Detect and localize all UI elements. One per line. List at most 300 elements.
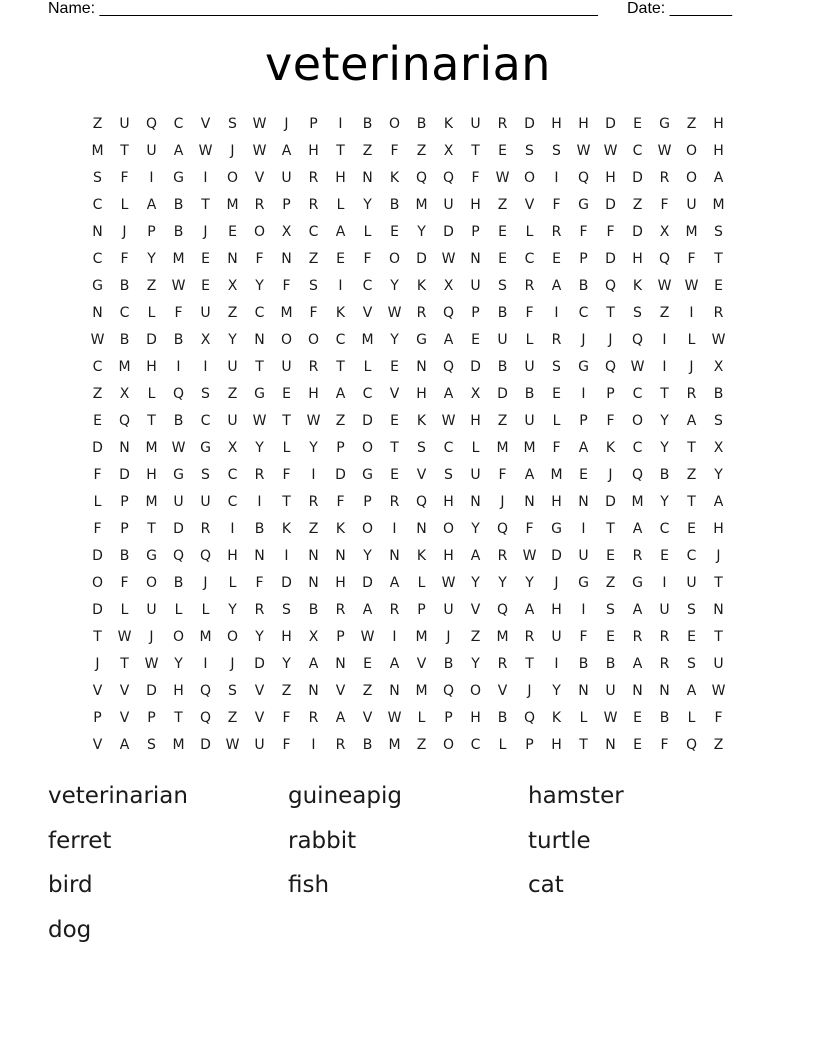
- grid-cell: V: [497, 683, 508, 699]
- grid-cell: I: [203, 359, 208, 375]
- grid-cell: M: [631, 494, 644, 510]
- grid-cell: L: [147, 305, 156, 321]
- grid-cell: M: [496, 629, 509, 645]
- grid-cell: V: [92, 683, 103, 699]
- grid-cell: V: [254, 710, 265, 726]
- grid-cell: A: [686, 413, 697, 429]
- grid-cell: Z: [227, 305, 238, 321]
- grid-cell: T: [147, 413, 156, 429]
- grid-cell: R: [308, 494, 319, 510]
- grid-cell: A: [578, 440, 589, 456]
- grid-cell: E: [363, 656, 372, 672]
- grid-cell: C: [335, 332, 346, 348]
- grid-cell: P: [336, 629, 345, 645]
- grid-cell: F: [606, 224, 615, 240]
- grid-cell: Z: [227, 710, 238, 726]
- grid-cell: C: [524, 251, 535, 267]
- grid-row: [84, 732, 732, 759]
- grid-cell: P: [93, 710, 102, 726]
- grid-cell: I: [203, 656, 208, 672]
- grid-cell: N: [632, 683, 643, 699]
- grid-cell: O: [145, 575, 158, 591]
- grid-cell: E: [498, 143, 507, 159]
- grid-cell: Z: [416, 737, 427, 753]
- grid-cell: B: [254, 521, 265, 537]
- grid-cell: Y: [498, 575, 507, 591]
- grid-cell: X: [443, 278, 454, 294]
- grid-cell: J: [149, 629, 154, 645]
- grid-cell: B: [497, 305, 508, 321]
- grid-cell: F: [174, 305, 183, 321]
- grid-cell: B: [173, 413, 184, 429]
- grid-row: [84, 327, 732, 354]
- grid-cell: R: [308, 197, 319, 213]
- grid-cell: Z: [497, 413, 508, 429]
- grid-cell: R: [659, 629, 670, 645]
- grid-cell: M: [361, 332, 374, 348]
- grid-cell: Q: [199, 683, 212, 699]
- grid-cell: T: [606, 521, 615, 537]
- grid-cell: K: [389, 170, 400, 186]
- grid-cell: M: [685, 224, 698, 240]
- grid-cell: X: [200, 332, 211, 348]
- grid-cell: N: [524, 494, 535, 510]
- grid-cell: N: [659, 683, 670, 699]
- grid-cell: F: [660, 197, 669, 213]
- grid-cell: Z: [713, 737, 724, 753]
- grid-cell: M: [712, 197, 725, 213]
- grid-cell: T: [282, 413, 291, 429]
- grid-cell: G: [632, 575, 643, 591]
- grid-cell: Y: [660, 494, 669, 510]
- word-list-item: fish: [288, 872, 330, 898]
- puzzle-title: veterinarian: [265, 37, 551, 91]
- grid-cell: V: [92, 737, 103, 753]
- grid-cell: B: [659, 467, 670, 483]
- grid-cell: G: [578, 359, 589, 375]
- grid-cell: S: [228, 683, 237, 699]
- grid-cell: U: [524, 359, 535, 375]
- grid-cell: G: [92, 278, 103, 294]
- grid-cell: S: [201, 467, 210, 483]
- grid-cell: A: [362, 602, 373, 618]
- grid-cell: H: [335, 575, 346, 591]
- grid-cell: W: [387, 305, 402, 321]
- grid-cell: O: [523, 170, 536, 186]
- grid-cell: U: [119, 116, 130, 132]
- word-list-item: ferret: [48, 827, 112, 854]
- grid-cell: J: [689, 359, 694, 375]
- grid-cell: X: [470, 386, 481, 402]
- grid-cell: L: [471, 440, 480, 456]
- grid-cell: D: [497, 386, 508, 402]
- grid-cell: C: [308, 224, 319, 240]
- grid-cell: F: [120, 251, 129, 267]
- grid-cell: N: [227, 251, 238, 267]
- grid-cell: I: [203, 170, 208, 186]
- grid-cell: Z: [416, 143, 427, 159]
- grid-cell: N: [92, 305, 103, 321]
- grid-cell: S: [309, 278, 318, 294]
- grid-cell: T: [147, 521, 156, 537]
- grid-cell: D: [281, 575, 292, 591]
- grid-cell: A: [632, 656, 643, 672]
- grid-cell: E: [606, 629, 615, 645]
- grid-cell: K: [551, 710, 562, 726]
- grid-cell: R: [254, 602, 265, 618]
- grid-cell: D: [470, 359, 481, 375]
- grid-cell: Z: [146, 278, 157, 294]
- grid-cell: D: [605, 251, 616, 267]
- grid-cell: B: [362, 116, 373, 132]
- grid-cell: D: [119, 467, 130, 483]
- grid-cell: W: [171, 278, 186, 294]
- grid-cell: F: [552, 440, 561, 456]
- grid-cell: B: [119, 332, 130, 348]
- grid-cell: E: [390, 413, 399, 429]
- grid-cell: Z: [605, 575, 616, 591]
- grid-cell: D: [632, 170, 643, 186]
- grid-cell: R: [389, 602, 400, 618]
- grid-cell: I: [284, 548, 289, 564]
- grid-cell: V: [470, 602, 481, 618]
- grid-cell: U: [578, 548, 589, 564]
- grid-cell: K: [335, 521, 346, 537]
- grid-row: [84, 300, 732, 327]
- grid-cell: A: [632, 521, 643, 537]
- grid-cell: Q: [415, 170, 428, 186]
- grid-cell: F: [687, 251, 696, 267]
- grid-cell: C: [632, 143, 643, 159]
- grid-cell: V: [119, 710, 130, 726]
- grid-cell: X: [281, 224, 292, 240]
- grid-cell: R: [200, 521, 211, 537]
- grid-cell: R: [659, 656, 670, 672]
- grid-cell: E: [660, 548, 669, 564]
- grid-cell: I: [311, 737, 316, 753]
- grid-cell: Z: [308, 521, 319, 537]
- grid-cell: A: [173, 143, 184, 159]
- grid-cell: Z: [686, 467, 697, 483]
- grid-cell: I: [581, 521, 586, 537]
- grid-cell: R: [254, 467, 265, 483]
- grid-cell: F: [282, 710, 291, 726]
- grid-cell: R: [659, 170, 670, 186]
- grid-cell: N: [254, 548, 265, 564]
- grid-cell: F: [606, 413, 615, 429]
- grid-cell: W: [387, 710, 402, 726]
- grid-cell: U: [281, 359, 292, 375]
- grid-cell: I: [149, 170, 154, 186]
- grid-cell: F: [255, 575, 264, 591]
- grid-cell: R: [389, 494, 400, 510]
- grid-cell: W: [711, 683, 726, 699]
- grid-cell: R: [551, 332, 562, 348]
- grid-cell: U: [200, 305, 211, 321]
- grid-row: [84, 516, 732, 543]
- grid-cell: N: [119, 440, 130, 456]
- grid-cell: G: [416, 332, 427, 348]
- grid-cell: I: [581, 386, 586, 402]
- grid-cell: I: [392, 521, 397, 537]
- grid-cell: R: [308, 710, 319, 726]
- grid-cell: T: [282, 494, 291, 510]
- grid-cell: Q: [199, 548, 212, 564]
- grid-cell: Y: [471, 656, 480, 672]
- grid-cell: R: [308, 170, 319, 186]
- grid-cell: R: [254, 197, 265, 213]
- grid-cell: J: [554, 575, 559, 591]
- grid-cell: Y: [363, 548, 372, 564]
- grid-cell: W: [360, 629, 375, 645]
- grid-cell: A: [551, 278, 562, 294]
- grid-cell: O: [226, 629, 239, 645]
- grid-cell: U: [443, 602, 454, 618]
- grid-cell: I: [257, 494, 262, 510]
- grid-cell: U: [227, 413, 238, 429]
- grid-cell: Q: [415, 494, 428, 510]
- grid-row: [84, 381, 732, 408]
- word-list-item: hamster: [528, 783, 624, 809]
- grid-cell: I: [392, 629, 397, 645]
- grid-cell: U: [524, 413, 535, 429]
- grid-cell: T: [687, 494, 696, 510]
- grid-cell: B: [173, 197, 184, 213]
- grid-cell: Z: [335, 413, 346, 429]
- grid-cell: D: [416, 251, 427, 267]
- grid-cell: C: [659, 521, 670, 537]
- grid-cell: D: [146, 332, 157, 348]
- grid-cell: N: [308, 683, 319, 699]
- grid-cell: T: [174, 710, 183, 726]
- grid-cell: H: [416, 386, 427, 402]
- header-line: [48, 0, 748, 20]
- grid-cell: E: [687, 521, 696, 537]
- grid-cell: U: [443, 197, 454, 213]
- grid-cell: M: [226, 197, 239, 213]
- grid-cell: T: [390, 440, 399, 456]
- grid-cell: E: [336, 251, 345, 267]
- grid-cell: T: [120, 656, 129, 672]
- grid-cell: L: [228, 575, 237, 591]
- grid-cell: F: [714, 710, 723, 726]
- date-field-label: Date: _______: [627, 0, 732, 17]
- grid-cell: W: [252, 116, 267, 132]
- grid-cell: G: [578, 575, 589, 591]
- grid-cell: B: [308, 602, 319, 618]
- grid-cell: V: [254, 170, 265, 186]
- grid-cell: F: [282, 278, 291, 294]
- grid-cell: F: [93, 467, 102, 483]
- grid-cell: S: [687, 656, 696, 672]
- grid-cell: I: [176, 359, 181, 375]
- grid-cell: L: [201, 602, 210, 618]
- grid-cell: E: [471, 332, 480, 348]
- grid-cell: P: [417, 602, 426, 618]
- grid-cell: H: [632, 251, 643, 267]
- grid-cell: B: [659, 710, 670, 726]
- grid-row: [84, 111, 732, 138]
- grid-cell: H: [605, 170, 616, 186]
- grid-cell: E: [606, 548, 615, 564]
- grid-cell: T: [336, 143, 345, 159]
- grid-cell: Y: [660, 440, 669, 456]
- grid-cell: W: [684, 278, 699, 294]
- grid-cell: D: [335, 467, 346, 483]
- grid-cell: T: [336, 359, 345, 375]
- grid-cell: C: [362, 278, 373, 294]
- grid-cell: H: [551, 602, 562, 618]
- grid-cell: Y: [471, 575, 480, 591]
- grid-cell: L: [552, 413, 561, 429]
- grid-cell: F: [363, 251, 372, 267]
- grid-cell: L: [417, 575, 426, 591]
- grid-cell: R: [497, 116, 508, 132]
- grid-cell: S: [633, 305, 642, 321]
- grid-cell: F: [579, 629, 588, 645]
- grid-cell: D: [200, 737, 211, 753]
- grid-cell: Q: [631, 467, 644, 483]
- grid-cell: J: [446, 629, 451, 645]
- grid-cell: H: [308, 143, 319, 159]
- grid-cell: G: [362, 467, 373, 483]
- grid-cell: G: [254, 386, 265, 402]
- grid-cell: Z: [686, 116, 697, 132]
- grid-cell: B: [443, 656, 454, 672]
- grid-cell: K: [416, 548, 427, 564]
- grid-cell: X: [713, 440, 724, 456]
- grid-cell: Y: [363, 197, 372, 213]
- grid-cell: K: [632, 278, 643, 294]
- grid-cell: H: [146, 467, 157, 483]
- grid-cell: L: [336, 197, 345, 213]
- grid-cell: B: [173, 332, 184, 348]
- grid-cell: U: [470, 278, 481, 294]
- grid-cell: M: [91, 143, 104, 159]
- grid-cell: Q: [442, 359, 455, 375]
- grid-cell: W: [711, 332, 726, 348]
- grid-cell: K: [416, 278, 427, 294]
- grid-cell: F: [660, 737, 669, 753]
- grid-cell: L: [525, 332, 534, 348]
- grid-cell: T: [714, 629, 723, 645]
- grid-cell: A: [146, 197, 157, 213]
- word-list-item: turtle: [528, 827, 591, 854]
- grid-cell: Z: [92, 116, 103, 132]
- grid-cell: Y: [174, 656, 183, 672]
- grid-cell: V: [254, 683, 265, 699]
- grid-cell: U: [146, 602, 157, 618]
- grid-cell: B: [389, 197, 400, 213]
- grid-cell: W: [117, 629, 132, 645]
- grid-cell: V: [200, 116, 211, 132]
- grid-cell: U: [686, 575, 697, 591]
- grid-cell: R: [551, 224, 562, 240]
- grid-cell: D: [605, 494, 616, 510]
- grid-cell: Y: [390, 278, 399, 294]
- grid-cell: F: [282, 467, 291, 483]
- grid-cell: X: [227, 278, 238, 294]
- grid-cell: I: [662, 359, 667, 375]
- grid-cell: T: [714, 251, 723, 267]
- grid-cell: P: [147, 224, 156, 240]
- grid-cell: J: [581, 332, 586, 348]
- grid-cell: P: [444, 710, 453, 726]
- grid-cell: Q: [658, 251, 671, 267]
- grid-cell: T: [687, 440, 696, 456]
- grid-row: [84, 624, 732, 651]
- grid-cell: D: [254, 656, 265, 672]
- grid-cell: M: [280, 305, 293, 321]
- grid-cell: M: [145, 494, 158, 510]
- grid-cell: B: [578, 656, 589, 672]
- word-list-item: cat: [528, 872, 564, 898]
- grid-cell: L: [120, 602, 129, 618]
- grid-cell: S: [687, 602, 696, 618]
- grid-cell: P: [363, 494, 372, 510]
- grid-cell: S: [714, 413, 723, 429]
- grid-cell: C: [92, 359, 103, 375]
- grid-cell: N: [389, 683, 400, 699]
- grid-cell: Z: [227, 386, 238, 402]
- grid-cell: W: [252, 143, 267, 159]
- grid-cell: G: [551, 521, 562, 537]
- grid-cell: O: [442, 737, 455, 753]
- grid-cell: Z: [632, 197, 643, 213]
- grid-cell: B: [713, 386, 724, 402]
- grid-cell: F: [120, 575, 129, 591]
- grid-row: [84, 165, 732, 192]
- grid-cell: E: [390, 359, 399, 375]
- grid-cell: S: [444, 467, 453, 483]
- grid-cell: Z: [497, 197, 508, 213]
- grid-cell: E: [390, 467, 399, 483]
- grid-row: [84, 570, 732, 597]
- word-list: [48, 779, 768, 957]
- grid-cell: C: [92, 251, 103, 267]
- grid-cell: D: [173, 521, 184, 537]
- grid-cell: P: [309, 116, 318, 132]
- grid-cell: Z: [281, 683, 292, 699]
- grid-cell: D: [605, 116, 616, 132]
- grid-cell: F: [525, 305, 534, 321]
- grid-cell: H: [578, 116, 589, 132]
- grid-cell: C: [119, 305, 130, 321]
- grid-cell: D: [551, 548, 562, 564]
- grid-cell: A: [443, 332, 454, 348]
- grid-cell: R: [335, 737, 346, 753]
- grid-cell: O: [631, 413, 644, 429]
- grid-cell: C: [200, 413, 211, 429]
- grid-cell: Q: [442, 305, 455, 321]
- grid-cell: P: [525, 737, 534, 753]
- grid-cell: B: [605, 656, 616, 672]
- grid-cell: J: [284, 116, 289, 132]
- grid-cell: E: [633, 710, 642, 726]
- grid-cell: S: [606, 602, 615, 618]
- grid-cell: U: [200, 494, 211, 510]
- grid-row: [84, 273, 732, 300]
- grid-cell: W: [171, 440, 186, 456]
- grid-cell: E: [687, 629, 696, 645]
- grid-cell: H: [281, 629, 292, 645]
- grid-cell: M: [172, 737, 185, 753]
- grid-cell: U: [470, 467, 481, 483]
- grid-cell: Y: [552, 683, 561, 699]
- grid-cell: K: [416, 413, 427, 429]
- grid-cell: A: [632, 602, 643, 618]
- grid-cell: Z: [92, 386, 103, 402]
